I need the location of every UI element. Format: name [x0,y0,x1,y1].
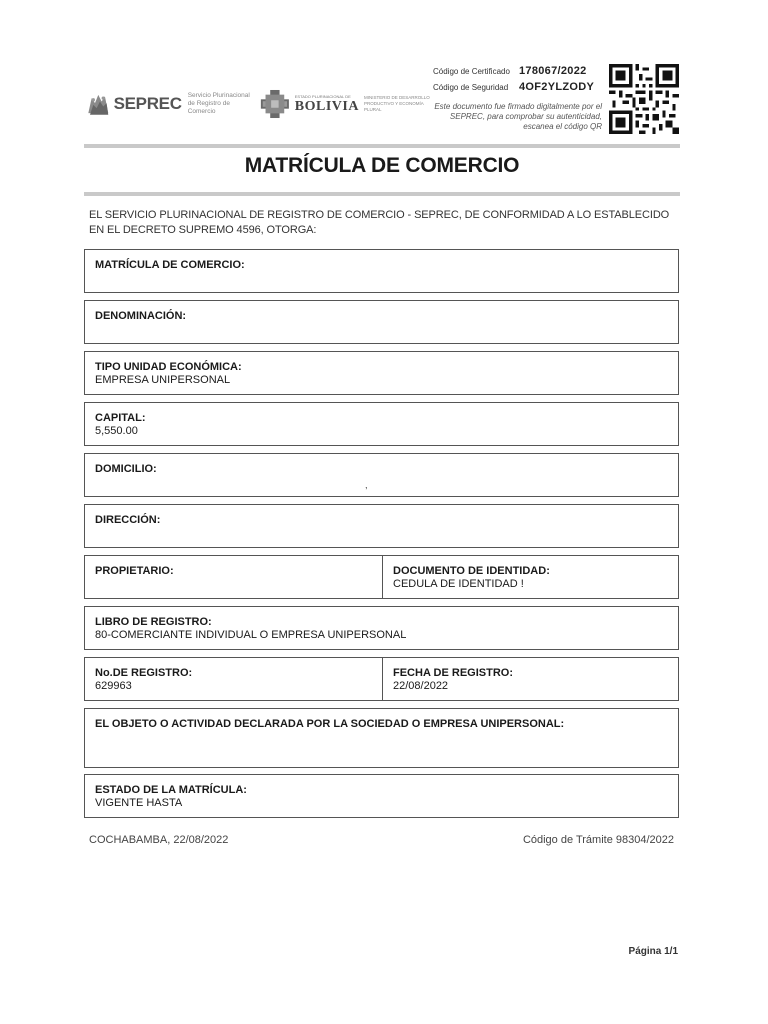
tipo-unidad-label: TIPO UNIDAD ECONÓMICA: [95,361,242,373]
ministry-subtitle: MINISTERIO DE DESARROLLO PRODUCTIVO Y ECONOMÍA PLURAL [363,95,430,112]
direccion-label: DIRECCIÓN: [95,514,161,526]
page-number: Página 1/1 [628,946,678,957]
propietario-label: PROPIETARIO: [95,565,174,577]
column-divider [382,556,383,598]
security-code-value: 4OF2YLZODY [519,81,595,93]
no-registro-label: No.DE REGISTRO: [95,667,193,679]
seprec-emblem-icon [85,87,112,121]
tipo-unidad-value: EMPRESA UNIPERSONAL [95,374,231,386]
bolivia-wordmark: BOLIVIA [294,98,359,114]
security-code-row [433,81,603,97]
place-date: COCHABAMBA, 22/08/2022 [89,834,229,846]
top-divider [84,144,680,148]
column-divider [382,658,383,700]
capital-label: CAPITAL: [95,412,146,424]
fecha-registro-value: 22/08/2022 [393,680,449,692]
bolivia-logo [259,86,434,122]
field-registro [84,657,679,701]
intro-text: EL SERVICIO PLURINACIONAL DE REGISTRO DE COMERCIO - SEPREC, DE CONFORMIDAD A LO ESTABLECIDO EN EL DECRETO SUPREMO 4596, OTORGA: [89,209,670,236]
bolivia-text [295,94,359,115]
domicilio-value: , [365,480,368,490]
qr-code-icon [609,63,679,135]
digital-signature-note: Este documento fue firmado digitalmente por el SEPREC, para comprobar su autenticidad, escanea el código QR [434,102,602,131]
chakana-emblem-icon [259,87,291,121]
matricula-label: MATRÍCULA DE COMERCIO: [95,259,245,271]
domicilio-label: DOMICILIO: [95,463,157,475]
field-domicilio [84,453,679,497]
field-estado [84,774,679,818]
field-tipo-unidad [84,351,679,395]
libro-label: LIBRO DE REGISTRO: [95,616,212,628]
security-code-label: Código de Seguridad [433,83,509,92]
seprec-subtitle: Servicio Plurinacional de Registro de Comercio [187,92,250,115]
document-title: MATRÍCULA DE COMERCIO [244,154,520,177]
seprec-wordmark: SEPREC [113,94,182,113]
documento-value: CEDULA DE IDENTIDAD ! [393,578,524,590]
libro-value: 80-COMERCIANTE INDIVIDUAL O EMPRESA UNIPERSONAL [95,629,407,641]
estado-value: VIGENTE HASTA [95,797,183,809]
title-divider [84,192,680,196]
objeto-label: EL OBJETO O ACTIVIDAD DECLARADA POR LA SOCIEDAD O EMPRESA UNIPERSONAL: [95,718,565,730]
estado-label: ESTADO DE LA MATRÍCULA: [95,784,247,796]
field-direccion [84,504,679,548]
certificate-code-value: 178067/2022 [519,65,587,77]
field-propietario-documento [84,555,679,599]
seprec-logo [85,84,250,124]
field-capital [84,402,679,446]
field-denominacion [84,300,679,344]
documento-label: DOCUMENTO DE IDENTIDAD: [393,565,550,577]
document-header [85,60,685,142]
no-registro-value: 629963 [95,680,132,692]
field-libro [84,606,679,650]
certificate-code-label: Código de Certificado [433,67,510,76]
certificate-codes [433,65,603,97]
field-objeto [84,708,679,768]
fecha-registro-label: FECHA DE REGISTRO: [393,667,513,679]
certificate-code-row [433,65,603,81]
tramite-code: Código de Trámite 98304/2022 [522,834,674,846]
field-matricula [84,249,679,293]
bolivia-state-label: ESTADO PLURINACIONAL DE [294,93,351,99]
denominacion-label: DENOMINACIÓN: [95,310,187,322]
capital-value: 5,550.00 [95,425,138,437]
